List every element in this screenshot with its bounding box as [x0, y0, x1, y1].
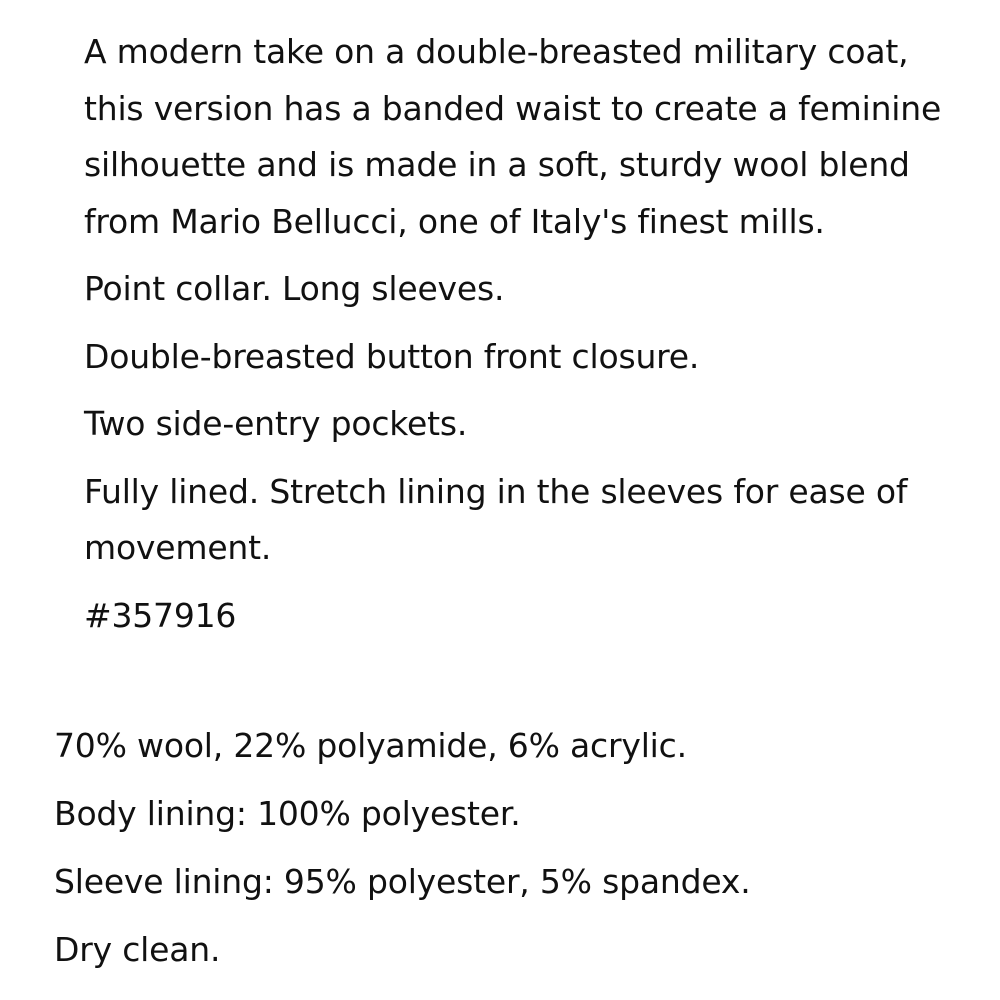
item-number: #357916	[84, 595, 237, 635]
description-pockets: Two side-entry pockets.	[84, 404, 468, 443]
body-lining: Body lining: 100% polyester.	[54, 794, 521, 833]
description-lining: Fully lined. Stretch lining in the sleeves for ease of movement.	[84, 471, 908, 567]
description-collar: Point collar. Long sleeves.	[84, 269, 505, 308]
care-instructions: Dry clean.	[54, 930, 221, 969]
fabric-care-details	[54, 717, 984, 989]
fabric-composition: 70% wool, 22% polyamide, 6% acrylic.	[54, 726, 687, 765]
description-intro: A modern take on a double-breasted military coat, this version has a banded waist to create a feminine silhouette and is made in a soft, sturdy wool blend from Mario Bellucci, one of Italy's finest mills.	[84, 32, 942, 241]
description-closure: Double-breasted button front closure.	[84, 336, 700, 376]
sleeve-lining: Sleeve lining: 95% polyester, 5% spandex.	[54, 862, 751, 901]
product-description	[84, 24, 974, 655]
